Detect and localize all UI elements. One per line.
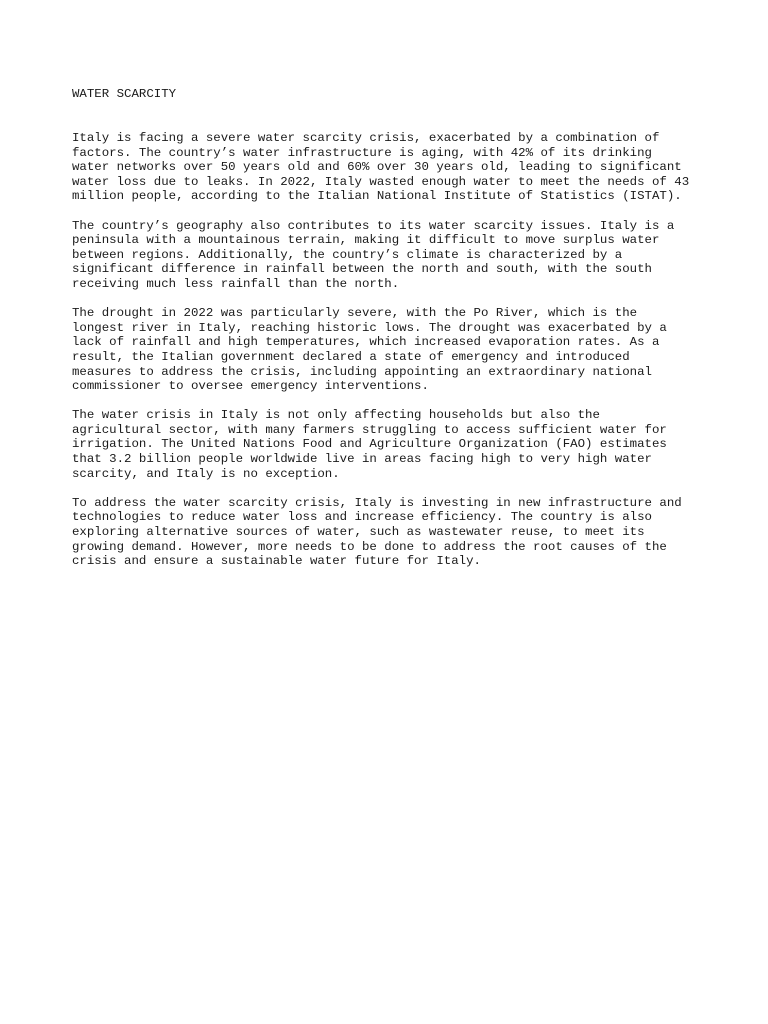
- paragraph-geography: The country’s geography also contributes to its water scarcity issues. Italy is a peninsula with a mountainous terrain, making it difficult to move surplus water between regions. Additionally, the country’s climate is characterized by a significant difference in rainfall between the north and south, with the south receiving much less rainfall than the north.: [72, 218, 675, 291]
- paragraph-infrastructure: Italy is facing a severe water scarcity crisis, exacerbated by a combination of factors. The country’s water infrastructure is aging, with 42% of its drinking water networks over 50 years old and 60% over 30 years old, leading to significant water loss due to leaks. In 2022, Italy wasted enough water to meet the needs of 43 million people, according to the Italian National Institute of Statistics (ISTAT).: [72, 131, 690, 204]
- paragraph-agriculture: The water crisis in Italy is not only affecting households but also the agricultural sector, with many farmers struggling to access sufficient water for irrigation. The United Nations Food and Agriculture Organization (FAO) estimates that 3.2 billion people worldwide live in areas facing high to very high water scarcity, and Italy is no exception.: [72, 408, 667, 481]
- document-title: WATER SCARCITY: [72, 87, 177, 101]
- paragraph-solutions: To address the water scarcity crisis, Italy is investing in new infrastructure and technologies to reduce water loss and increase efficiency. The country is also exploring alternative sources of water, such as wastewater reuse, to meet its growing demand. However, more needs to be done to address the root causes of the crisis and ensure a sustainable water future for Italy.: [72, 495, 682, 569]
- paragraph-drought-2022: The drought in 2022 was particularly severe, with the Po River, which is the longest river in Italy, reaching historic lows. The drought was exacerbated by a lack of rainfall and high temperatures, which increased evaporation rates. As a result, the Italian government declared a state of emergency and introduced measures to address the crisis, including appointing an extraordinary national commissioner to oversee emergency interventions.: [72, 306, 667, 394]
- document-body: [72, 131, 712, 583]
